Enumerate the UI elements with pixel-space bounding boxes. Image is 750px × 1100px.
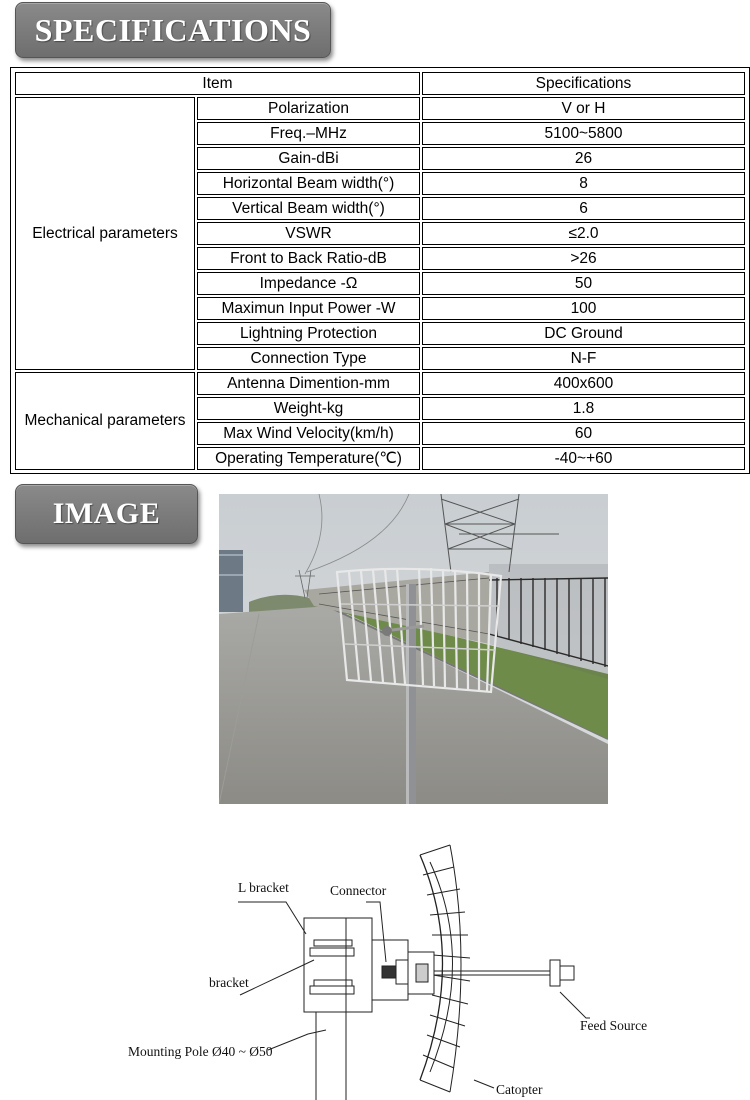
antenna-photo-illustration: [219, 494, 608, 804]
parameter-name: Gain-dBi: [197, 147, 420, 170]
parameter-value: 100: [422, 297, 745, 320]
specifications-header-label: SPECIFICATIONS: [34, 11, 312, 48]
parameter-value: >26: [422, 247, 745, 270]
column-header-item: Item: [15, 72, 420, 95]
image-header: [15, 484, 198, 544]
parameter-value: 1.8: [422, 397, 745, 420]
parameter-value: 50: [422, 272, 745, 295]
column-header-specifications: Specifications: [422, 72, 745, 95]
parameter-name: Lightning Protection: [197, 322, 420, 345]
label-connector: Connector: [330, 883, 387, 898]
table-row: [15, 372, 745, 395]
parameter-value: DC Ground: [422, 322, 745, 345]
parameter-name: Operating Temperature(℃): [197, 447, 420, 470]
parameter-value: -40~+60: [422, 447, 745, 470]
mechanical-parameters-group: Mechanical parameters: [15, 372, 195, 470]
parameter-value: N-F: [422, 347, 745, 370]
parameter-name: Antenna Dimention-mm: [197, 372, 420, 395]
parameter-name: Weight-kg: [197, 397, 420, 420]
image-header-label: IMAGE: [52, 497, 161, 530]
parameter-value: ≤2.0: [422, 222, 745, 245]
parameter-value: 5100~5800: [422, 122, 745, 145]
spec-table-frame: [10, 67, 750, 474]
label-mounting-pole: Mounting Pole Ø40 ~ Ø50: [128, 1044, 273, 1059]
mounting-diagram-drawing: [120, 840, 650, 1100]
parameter-name: Max Wind Velocity(km/h): [197, 422, 420, 445]
parameter-name: Front to Back Ratio-dB: [197, 247, 420, 270]
parameter-value: 6: [422, 197, 745, 220]
parameter-name: Connection Type: [197, 347, 420, 370]
parameter-value: 60: [422, 422, 745, 445]
parameter-value: 8: [422, 172, 745, 195]
parameter-value: V or H: [422, 97, 745, 120]
parameter-name: Polarization: [197, 97, 420, 120]
parameter-value: 26: [422, 147, 745, 170]
spec-table: [13, 70, 747, 472]
parameter-name: VSWR: [197, 222, 420, 245]
label-feed-source: Feed Source: [580, 1018, 648, 1033]
mounting-diagram: [120, 840, 650, 1100]
parameter-name: Vertical Beam width(°): [197, 197, 420, 220]
specifications-header: [15, 2, 331, 58]
parameter-name: Maximun Input Power -W: [197, 297, 420, 320]
antenna-photo: [219, 494, 608, 804]
parameter-value: 400x600: [422, 372, 745, 395]
parameter-name: Impedance -Ω: [197, 272, 420, 295]
label-bracket: bracket: [209, 975, 249, 990]
table-row: [15, 97, 745, 120]
parameter-name: Horizontal Beam width(°): [197, 172, 420, 195]
label-l-bracket: L bracket: [238, 880, 289, 895]
parameter-name: Freq.–MHz: [197, 122, 420, 145]
electrical-parameters-group: Electrical parameters: [15, 97, 195, 370]
label-catopter: Catopter: [496, 1082, 543, 1097]
table-header-row: [15, 72, 745, 95]
